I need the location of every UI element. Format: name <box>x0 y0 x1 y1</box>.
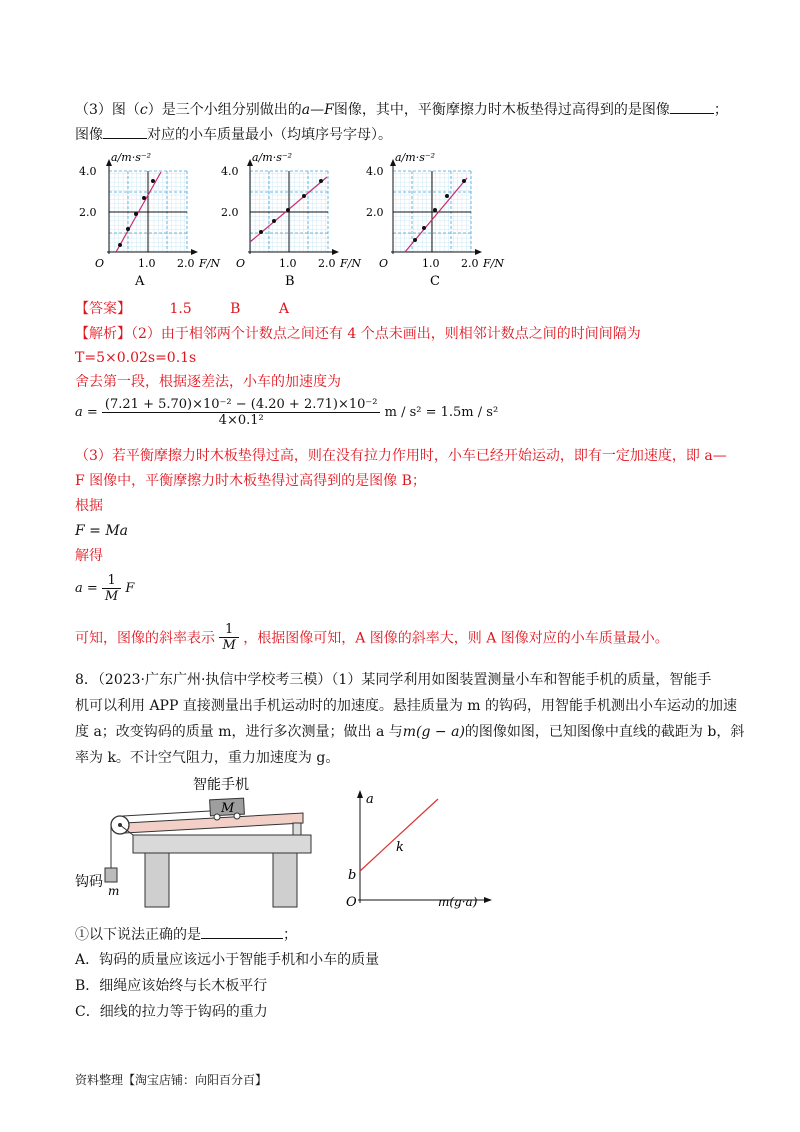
q3-line-2 <box>75 124 392 145</box>
graph-c-name: C <box>430 274 440 289</box>
question-stem-text: ； <box>283 927 297 943</box>
graph-b <box>221 151 361 289</box>
analysis-line-3: 舍去第一段，根据逐差法，小车的加速度为 <box>75 374 341 390</box>
acceleration-formula <box>75 397 498 428</box>
q8-line-1: 8．（2023·广东广州·执信中学校考三模）（1）某同学利用如图装置测量小车和智能手机的质量，智能手 <box>75 672 712 688</box>
phone-label: 智能手机 <box>193 777 249 793</box>
analysis-line-4: （3）若平衡摩擦力时木板垫得过高，则在没有拉力作用时，小车已经开始运动，即有一定加速度，即 a— <box>75 448 727 464</box>
answer-blank-1[interactable] <box>670 99 714 114</box>
eq2-lhs: a = <box>75 581 98 596</box>
a-vs-mga-graph <box>340 785 500 915</box>
graph-c-origin: O <box>379 257 389 270</box>
graph-b-ylabel: a/m·s⁻² <box>252 151 293 164</box>
graph2-ylabel: a <box>366 792 374 807</box>
conclusion-denominator: M <box>222 638 236 653</box>
formula-lhs: a = <box>75 405 98 420</box>
apparatus-figure <box>75 775 315 915</box>
q3-text: c <box>139 102 148 118</box>
graph-a-xtick: 2.0 <box>177 257 195 270</box>
q3-text: 对应的小车质量最小（均填序号字母）。 <box>147 127 392 143</box>
graph-a <box>79 151 220 289</box>
graph-a-ylabel: a/m·s⁻² <box>111 151 152 164</box>
q8-line-2: 机可以利用 APP 直接测量出手机运动时的加速度。悬挂质量为 m 的钩码，用智能手机测出小车运动的加速 <box>75 698 738 714</box>
footer-credit: 资料整理【淘宝店铺：向阳百分百】 <box>75 1073 268 1087</box>
graph2-slope: k <box>396 840 404 855</box>
eq2-rhs: F <box>125 581 135 596</box>
q8-expression: m(g − a) <box>402 724 465 740</box>
graph-b-xtick: 1.0 <box>279 257 297 270</box>
q3-text: a—F <box>301 102 334 118</box>
graph-c-ytick: 4.0 <box>366 165 384 178</box>
eq2-fraction <box>102 573 121 604</box>
formula-numerator: (7.21 + 5.70)×10⁻² − (4.20 + 2.71)×10⁻² <box>102 397 381 413</box>
q8-line-4: 率为 k。不计空气阻力，重力加速度为 g。 <box>75 750 340 766</box>
graph-a-xlabel: F/N <box>199 257 220 270</box>
analysis-line-1 <box>75 324 641 344</box>
af-graphs-figure <box>75 148 515 290</box>
graph-b-xlabel: F/N <box>340 257 361 270</box>
question-stem-text: ①以下说法正确的是 <box>75 927 201 943</box>
q3-text: （3）图（ <box>75 102 140 118</box>
question-stem <box>75 924 297 945</box>
graph-c-xtick: 2.0 <box>461 257 479 270</box>
graph-a-xtick: 1.0 <box>138 257 156 270</box>
option-b: B．细绳应该始终与长木板平行 <box>75 978 268 994</box>
analysis-line-5: F 图像中，平衡摩擦力时木板垫得过高得到的是图像 B； <box>75 473 426 489</box>
graph-b-xtick: 2.0 <box>318 257 336 270</box>
analysis-genju: 根据 <box>75 498 103 514</box>
graph2-intercept: b <box>348 868 357 883</box>
graph2-origin: O <box>346 895 357 910</box>
hook-mass-label: m <box>108 884 120 898</box>
graph-a-ytick: 2.0 <box>79 206 97 219</box>
conclusion-text: ，根据图像可知，A 图像的斜率大，则 A 图像对应的小车质量最小。 <box>243 630 669 647</box>
analysis-line-2: T=5×0.02s=0.1s <box>75 350 197 366</box>
hook-label: 钩码 <box>75 874 103 890</box>
conclusion-fraction <box>219 622 238 653</box>
graph-a-origin: O <box>95 257 105 270</box>
conclusion-text: 可知，图像的斜率表示 <box>75 630 215 647</box>
formula-denominator: 4×0.1² <box>218 413 264 428</box>
conclusion-numerator: 1 <box>219 622 238 638</box>
analysis-jiede: 解得 <box>75 548 103 564</box>
q8-text: 的图像如图，已知图像中直线的截距为 b，斜 <box>464 724 745 740</box>
q8-line-3 <box>75 722 744 742</box>
graph-c-xtick: 1.0 <box>422 257 440 270</box>
eq2-numerator: 1 <box>102 573 121 589</box>
graph-c-ytick: 2.0 <box>366 206 384 219</box>
graph-b-origin: O <box>236 257 246 270</box>
graph-c-ylabel: a/m·s⁻² <box>395 151 436 164</box>
q3-text: 图像，其中，平衡摩擦力时木板垫得过高得到的是图像 <box>333 102 670 118</box>
cart-mass-label: M <box>221 801 235 816</box>
equation-f-ma: F = Ma <box>75 523 129 539</box>
graph-c <box>366 151 504 289</box>
answer-value: B <box>230 301 241 317</box>
graph-a-name: A <box>135 274 145 289</box>
q3-text: ）是三个小组分别做出的 <box>147 102 302 118</box>
answer-value: 1.5 <box>169 301 192 317</box>
graph-a-ytick: 4.0 <box>79 165 97 178</box>
answer-row <box>75 299 289 319</box>
eq2-denominator: M <box>104 589 119 604</box>
equation-a-f-over-m <box>75 573 134 604</box>
answer-label: 【答案】 <box>75 301 131 317</box>
formula-fraction <box>102 397 381 428</box>
analysis-label: 【解析】 <box>75 326 131 342</box>
graph-b-ytick: 4.0 <box>221 165 239 178</box>
option-c: C．细线的拉力等于钩码的重力 <box>75 1004 268 1020</box>
q3-line-1 <box>75 99 728 120</box>
formula-rhs: m / s² = 1.5m / s² <box>384 405 499 420</box>
q3-text: ； <box>713 102 728 118</box>
answer-blank-2[interactable] <box>103 124 147 139</box>
analysis-text: （2）由于相邻两个计数点之间还有 4 个点未画出，则相邻计数点之间的时间间隔为 <box>131 326 641 342</box>
analysis-conclusion <box>75 622 669 653</box>
graph-c-xlabel: F/N <box>483 257 504 270</box>
answer-blank-3[interactable] <box>201 924 283 939</box>
q8-text: 度 a；改变钩码的质量 m，进行多次测量；做出 a 与 <box>75 724 403 740</box>
option-a: A．钩码的质量应该远小于智能手机和小车的质量 <box>75 952 380 968</box>
graph-b-name: B <box>285 274 295 289</box>
graph-b-ytick: 2.0 <box>221 206 239 219</box>
q3-text: 图像 <box>75 127 103 143</box>
graph2-xlabel: m(g·a) <box>438 895 478 909</box>
answer-value: A <box>278 301 290 317</box>
